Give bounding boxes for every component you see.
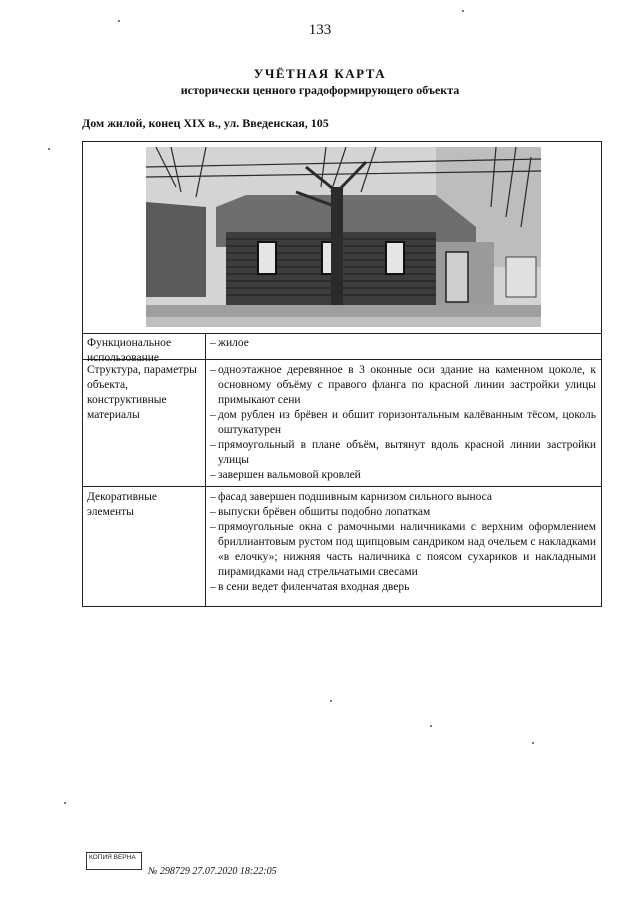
object-name: Дом жилой, конец XIX в., ул. Введенская, 105 bbox=[82, 116, 329, 130]
list-item: – выпуски брёвен обшиты подобно лопаткам bbox=[210, 505, 596, 520]
list-item: – дом рублен из брёвен и обшит горизонтальным калёванным тёсом, цоколь оштукатурен bbox=[210, 408, 596, 438]
record-card bbox=[82, 141, 602, 607]
row-values bbox=[210, 490, 596, 595]
list-item: – завершен вальмовой кровлей bbox=[210, 468, 596, 483]
document-title: УЧЁТНАЯ КАРТА bbox=[253, 66, 387, 81]
document-subtitle: исторически ценного градоформирующего объекта bbox=[180, 83, 460, 97]
row-label: Структура, параметры объекта, конструктивные материалы bbox=[87, 364, 197, 421]
scan-speck bbox=[64, 802, 66, 804]
scan-speck bbox=[48, 148, 50, 150]
row-values bbox=[210, 363, 596, 483]
document-reference: № 298729 27.07.2020 18:22:05 bbox=[148, 866, 277, 877]
table-row bbox=[83, 487, 601, 606]
scan-speck bbox=[118, 20, 120, 22]
list-item: – прямоугольный в плане объём, вытянут вдоль красной линии застройки улицы bbox=[210, 438, 596, 468]
row-label: Функциональное использование bbox=[87, 337, 172, 364]
page-number: 133 bbox=[308, 22, 332, 38]
house-photo-icon bbox=[146, 147, 541, 327]
table-row bbox=[83, 333, 601, 364]
list-item: – одноэтажное деревянное в 3 оконные оси здание на каменном цоколе, к основному объёму с правого фланга по красной линии застройки улицы примыкают сени bbox=[210, 363, 596, 408]
certification-stamp bbox=[86, 852, 142, 870]
table-row bbox=[83, 360, 601, 487]
list-item: – в сени ведет филенчатая входная дверь bbox=[210, 580, 596, 595]
list-item: – жилое bbox=[210, 336, 596, 351]
column-divider bbox=[205, 333, 206, 606]
scan-speck bbox=[330, 700, 332, 702]
stamp-text: КОПИЯ ВЕРНА bbox=[89, 854, 136, 861]
photo-cell bbox=[83, 142, 601, 334]
scan-speck bbox=[532, 742, 534, 744]
scan-speck bbox=[430, 725, 432, 727]
row-values bbox=[210, 336, 596, 351]
list-item: – прямоугольные окна с рамочными наличниками с верхним оформлением бриллиантовым рустом под щипцовым сандриком над очельем с накладками «в елочку»; нижняя часть наличника с поясом сухариков и накладными пирамидками над стрельчатыми свесами bbox=[210, 520, 596, 580]
row-label: Декоративные элементы bbox=[87, 491, 157, 518]
house-photo bbox=[146, 147, 541, 327]
list-item: – фасад завершен подшивным карнизом сильного выноса bbox=[210, 490, 596, 505]
scan-speck bbox=[462, 10, 464, 12]
